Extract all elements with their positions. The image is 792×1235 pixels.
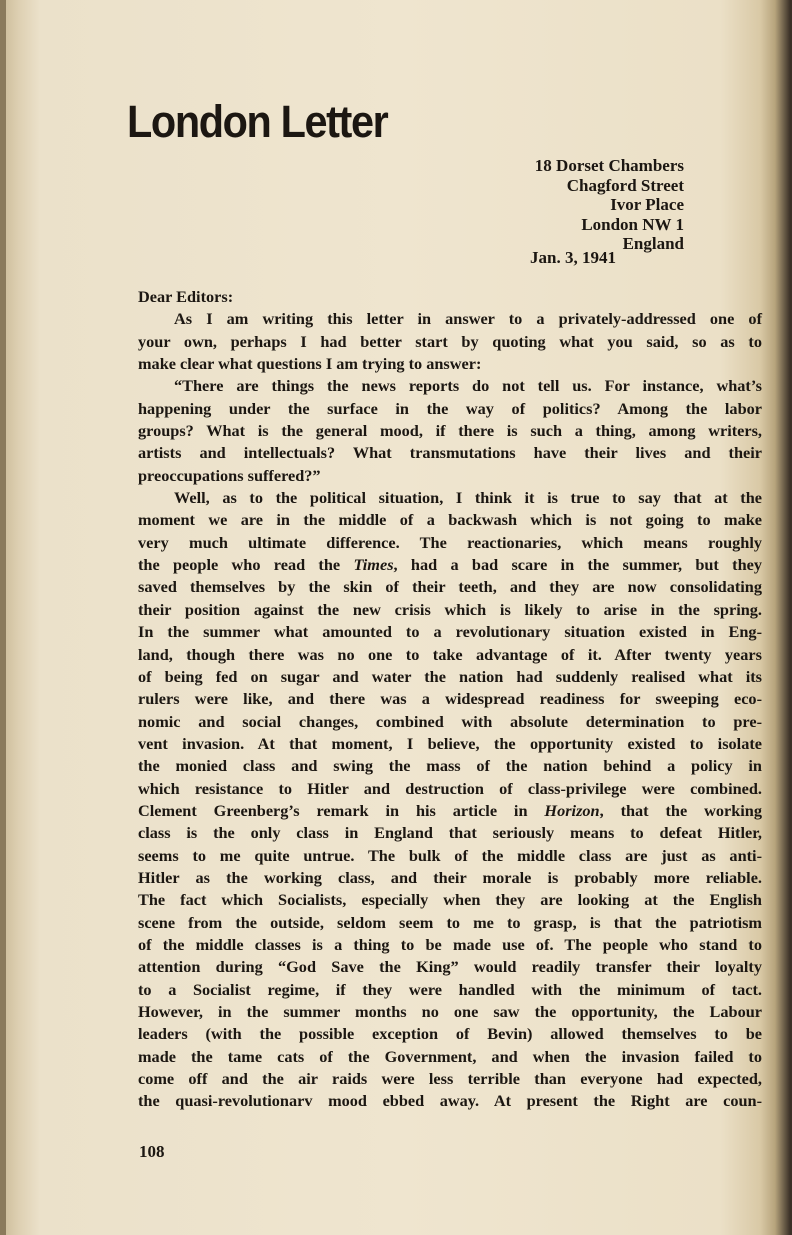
body-line: of being fed on sugar and water the nation had suddenly realised what its: [138, 666, 762, 686]
body-line: the quasi-revolutionarv mood ebbed away. At present the Right are coun-: [138, 1091, 762, 1111]
body-line: moment we are in the middle of a backwash which is not going to make: [138, 510, 762, 530]
body-line: land, though there was no one to take advantage of it. After twenty years: [138, 644, 762, 664]
body-line: the people who read the Times, had a bad scare in the summer, but they: [138, 555, 762, 575]
body-line: scene from the outside, seldom seem to me to grasp, is that the patriotism: [138, 912, 762, 932]
body-line: Clement Greenberg’s remark in his article in Horizon, that the working: [138, 800, 762, 820]
body-line: made the tame cats of the Government, and when the invasion failed to: [138, 1046, 762, 1066]
body-line: attention during “God Save the King” would readily transfer their loyalty: [138, 957, 762, 977]
letter-date: Jan. 3, 1941: [530, 247, 616, 267]
body-line: leaders (with the possible exception of Bevin) allowed themselves to be: [138, 1024, 762, 1044]
body-line: nomic and social changes, combined with absolute determination to pre-: [138, 711, 762, 731]
body-line: Hitler as the working class, and their morale is probably more reliable.: [138, 867, 762, 887]
sender-address: [530, 156, 684, 267]
body-line: saved themselves by the skin of their teeth, and they are now consolidating: [138, 577, 762, 597]
body-line: which resistance to Hitler and destruction of class-privilege were combined.: [138, 778, 762, 798]
body-line: The fact which Socialists, especially when they are looking at the English: [138, 890, 762, 910]
body-line: to a Socialist regime, if they were handled with the minimum of tact.: [138, 979, 762, 999]
page-edge: [0, 0, 6, 1235]
body-line: Well, as to the political situation, I think it is true to say that at the: [174, 488, 762, 508]
body-line: very much ultimate difference. The reactionaries, which means roughly: [138, 532, 762, 552]
letter-body: [138, 286, 762, 1113]
body-line: happening under the surface in the way of politics? Among the labor: [138, 398, 762, 418]
body-line: rulers were like, and there was a widespread readiness for sweeping eco-: [138, 689, 762, 709]
body-line: As I am writing this letter in answer to a privately-addressed one of: [174, 309, 762, 329]
body-line: their position against the new crisis which is likely to arise in the spring.: [138, 599, 762, 619]
body-line: preoccupations suffered?”: [138, 465, 321, 485]
page-title: London Letter: [127, 96, 388, 147]
address-line: Chagford Street: [566, 175, 684, 195]
address-line: England: [622, 234, 684, 253]
body-line: However, in the summer months no one saw the opportunity, the Labour: [138, 1002, 762, 1021]
body-line: artists and intellectuals? What transmutations have their lives and their: [138, 443, 762, 463]
address-line: 18 Dorset Chambers: [534, 156, 684, 175]
body-line: the monied class and swing the mass of the nation behind a policy in: [138, 756, 762, 776]
body-line: groups? What is the general mood, if there is such a thing, among writers,: [138, 421, 762, 441]
body-line: “There are things the news reports do not tell us. For instance, what’s: [174, 376, 762, 396]
address-line: Ivor Place: [610, 195, 684, 214]
body-line: make clear what questions I am trying to answer:: [138, 354, 482, 374]
page-number: 108: [139, 1142, 165, 1161]
salutation: Dear Editors:: [138, 287, 234, 306]
body-line: your own, perhaps I had better start by quoting what you said, so as to: [138, 331, 762, 351]
body-line: come off and the air raids were less terrible than everyone had expected,: [138, 1069, 762, 1089]
body-line: class is the only class in England that seriously means to defeat Hitler,: [138, 823, 762, 843]
body-line: of the middle classes is a thing to be made use of. The people who stand to: [138, 934, 762, 954]
body-line: In the summer what amounted to a revolutionary situation existed in Eng-: [138, 622, 762, 642]
body-line: seems to me quite untrue. The bulk of the middle class are just as anti-: [138, 845, 762, 865]
body-line: vent invasion. At that moment, I believe, the opportunity existed to isolate: [138, 733, 762, 753]
address-line: London NW 1: [581, 214, 684, 234]
